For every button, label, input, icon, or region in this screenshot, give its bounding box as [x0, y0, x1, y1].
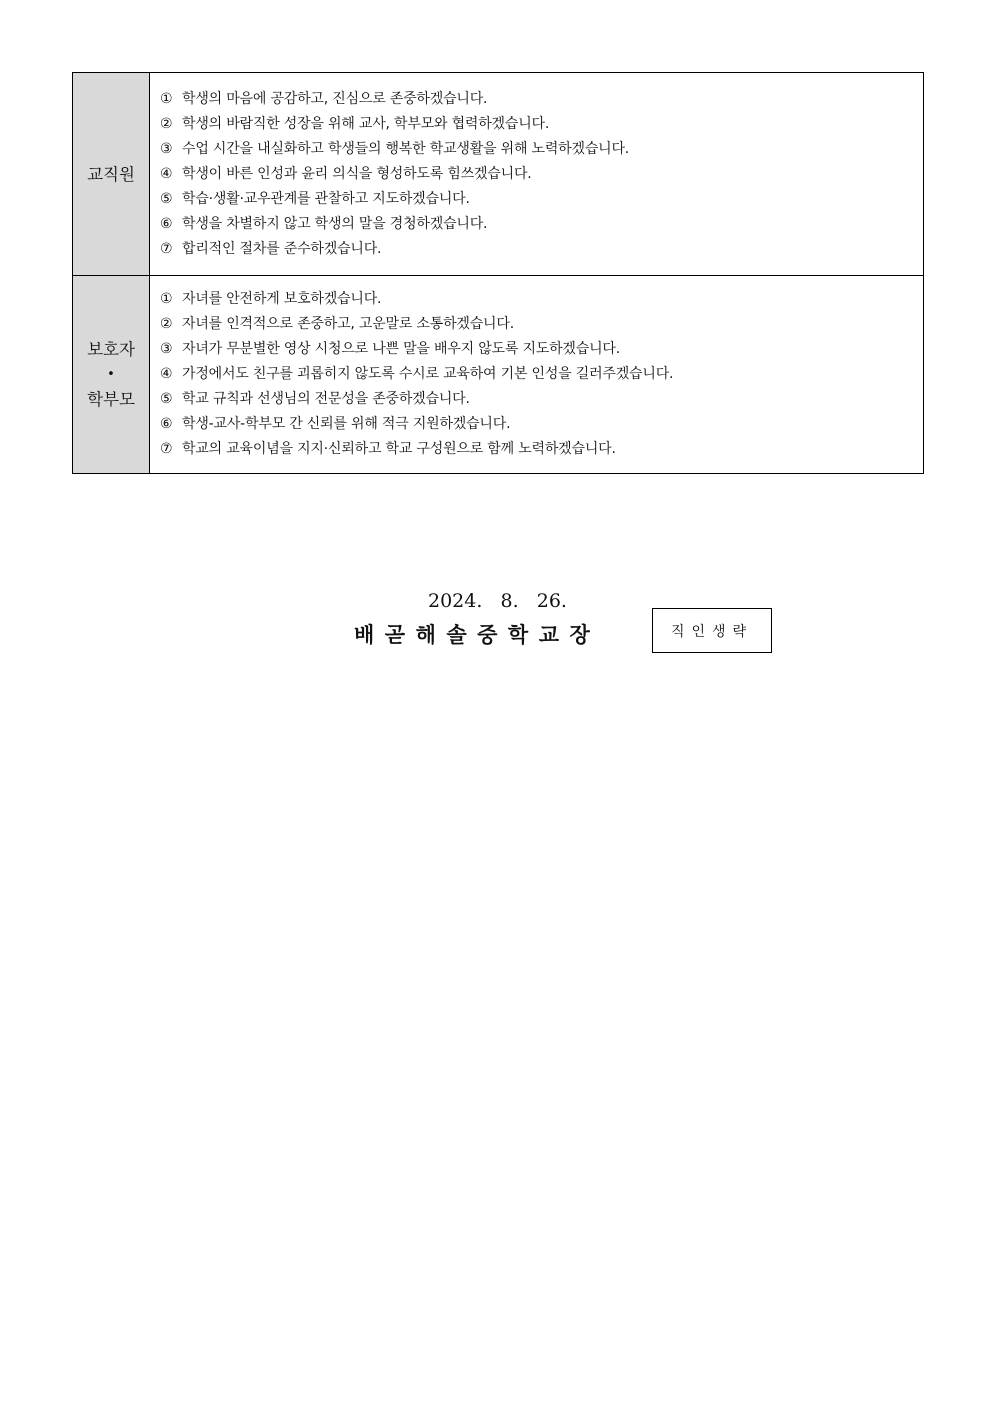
staff-pledge-item [160, 187, 923, 212]
item-number: ① [160, 291, 173, 307]
staff-pledge-item [160, 212, 923, 237]
item-number: ③ [160, 140, 173, 157]
parents-pledge-item [160, 437, 923, 462]
item-text: 학교의 교육이념을 지지·신뢰하고 학교 구성원으로 함께 노력하겠습니다. [182, 441, 616, 457]
parents-label-top: 보호자 [87, 340, 135, 359]
parents-label-bottom: 학부모 [87, 390, 135, 409]
parents-label-dot: • [107, 367, 115, 382]
item-text: 학생의 마음에 공감하고, 진심으로 존중하겠습니다. [182, 90, 488, 107]
item-text: 자녀를 안전하게 보호하겠습니다. [182, 291, 382, 307]
item-text: 학생의 바람직한 성장을 위해 교사, 학부모와 협력하겠습니다. [182, 115, 550, 132]
item-number: ⑥ [160, 215, 173, 232]
staff-pledge-item [160, 112, 923, 137]
parents-pledge-item [160, 312, 923, 337]
parents-items-cell [150, 276, 924, 474]
item-text: 학교 규칙과 선생님의 전문성을 존중하겠습니다. [182, 391, 470, 407]
item-text: 학생-교사-학부모 간 신뢰를 위해 적극 지원하겠습니다. [182, 416, 511, 432]
item-text: 학습·생활·교우관계를 관찰하고 지도하겠습니다. [182, 190, 470, 207]
document-date: 2024. 8. 26. [428, 590, 567, 612]
parents-row [73, 276, 924, 474]
item-number: ④ [160, 366, 173, 382]
staff-pledge-item [160, 137, 923, 162]
item-number: ② [160, 316, 173, 332]
item-text: 자녀가 무분별한 영상 시청으로 나쁜 말을 배우지 않도록 지도하겠습니다. [182, 341, 620, 357]
staff-pledge-list [160, 87, 923, 262]
parents-pledge-item [160, 387, 923, 412]
item-text: 학생을 차별하지 않고 학생의 말을 경청하겠습니다. [182, 215, 488, 232]
item-text: 자녀를 인격적으로 존중하고, 고운말로 소통하겠습니다. [182, 316, 514, 332]
staff-label [73, 73, 150, 276]
staff-label-text: 교직원 [87, 164, 135, 184]
seal-note-text: 직인생략 [670, 623, 754, 640]
item-number: ⑥ [160, 416, 173, 432]
parents-pledge-item [160, 287, 923, 312]
item-number: ③ [160, 341, 173, 357]
staff-items-cell [150, 73, 924, 276]
item-number: ① [160, 90, 173, 107]
parents-pledge-list [160, 287, 923, 462]
parents-label [73, 276, 150, 474]
school-principal-name: 배곧해솔중학교장 [354, 623, 601, 647]
staff-row [73, 73, 924, 276]
pledge-table [72, 72, 924, 474]
seal-omitted-box [652, 608, 772, 653]
item-text: 합리적인 절차를 준수하겠습니다. [182, 240, 382, 257]
parents-pledge-item [160, 412, 923, 437]
item-text: 수업 시간을 내실화하고 학생들의 행복한 학교생활을 위해 노력하겠습니다. [182, 140, 630, 157]
item-text: 학생이 바른 인성과 윤리 의식을 형성하도록 힘쓰겠습니다. [182, 165, 532, 182]
item-number: ⑦ [160, 441, 173, 457]
item-number: ⑤ [160, 190, 173, 207]
item-number: ② [160, 115, 173, 132]
parents-pledge-item [160, 337, 923, 362]
item-number: ④ [160, 165, 173, 182]
item-text: 가정에서도 친구를 괴롭히지 않도록 수시로 교육하여 기본 인성을 길러주겠습니다. [182, 366, 674, 382]
item-number: ⑦ [160, 240, 173, 257]
staff-pledge-item [160, 237, 923, 262]
staff-pledge-item [160, 87, 923, 112]
item-number: ⑤ [160, 391, 173, 407]
staff-pledge-item [160, 162, 923, 187]
parents-pledge-item [160, 362, 923, 387]
